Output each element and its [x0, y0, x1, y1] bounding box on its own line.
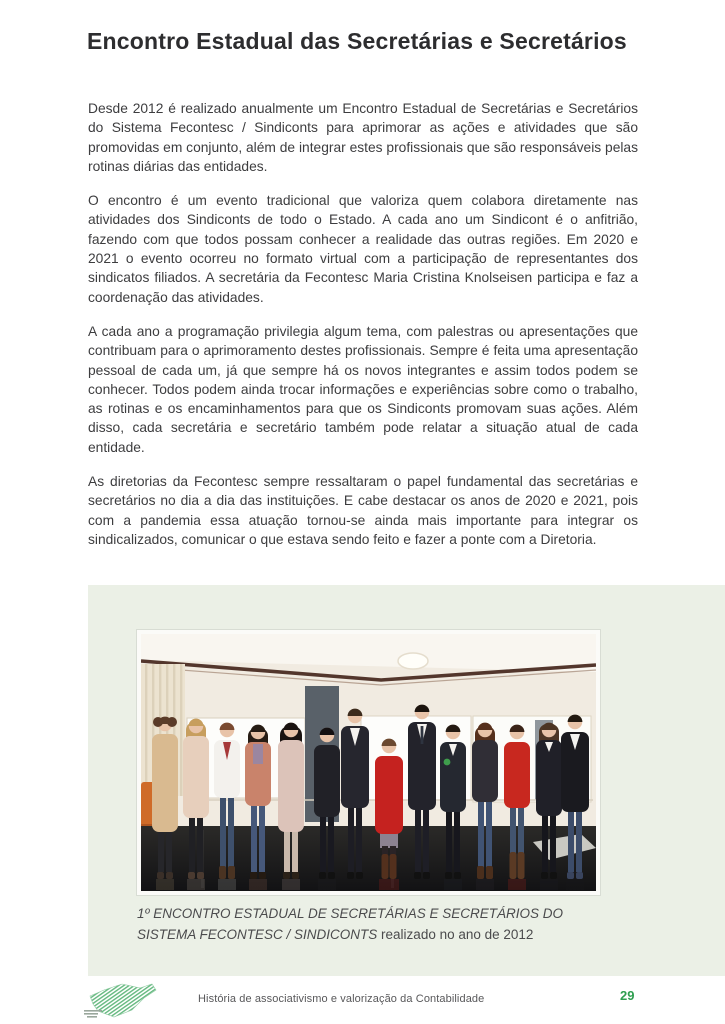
paragraph-4: As diretorias da Fecontesc sempre ressaltaram o papel fundamental das secretárias e secretários no dia a dia das instituições. E cabe destacar os anos de 2020 e 2021, pois com a pandemia essa atuação tornou-se ainda mais importante para integrar os sindicalizados, comunicar o que estava sendo feito e fazer a ponte com a Diretoria. — [88, 474, 638, 547]
photo-panel — [88, 585, 725, 976]
footer-book-title: História de associativismo e valorização da Contabilidade — [198, 993, 485, 1005]
group-photo — [137, 630, 600, 895]
paragraph-1: Desde 2012 é realizado anualmente um Encontro Estadual de Secretárias e Secretários do Sistema Fecontesc / Sindiconts para aprimorar as ações e atividades que são promovidas em conjunto, além de integrar estes profissionais que são responsáveis pelas rotinas diárias das entidades. — [88, 101, 638, 174]
caption-italic-part: 1º ENCONTRO ESTADUAL DE SECRETÁRIAS E SECRETÁRIOS DO SISTEMA FECONTESC / SINDICONTS — [137, 906, 564, 942]
paragraph-3: A cada ano a programação privilegia algum tema, com palestras ou apresentações que contribuam para o aprimoramento destes profissionais. Sempre é feita uma apresentação pessoal de cada um, já que sempre há os novos integrantes e assim todos podem se conhecer. Todos podem ainda trocar informações e experiências sobre como o trabalho, as rotinas e os encaminhamentos para que os Sindiconts promovam suas ações. Além disso, cada secretária e secretário também pode relatar a situação atual de cada entidade. — [88, 323, 638, 455]
page-title: Encontro Estadual das Secretárias e Secretários — [87, 28, 627, 54]
page-number: 29 — [620, 988, 635, 1003]
santa-catarina-map-logo-icon — [82, 981, 162, 1024]
caption-regular-part: realizado no ano de 2012 — [381, 927, 534, 942]
body-text — [88, 99, 638, 564]
paragraph-2: O encontro é um evento tradicional que valoriza quem colabora diretamente nas atividades dos Sindiconts de todo o Estado. A cada ano um Sindicont é o anfitrião, fazendo com que todos possam conhecer a realidade das outras regiões. Em 2020 e 2021 o evento ocorreu no formato virtual com a participação de representantes dos sindicatos filiados. A secretária da Fecontesc Maria Cristina Knolseisen participa e faz a coordenação das atividades. — [88, 193, 638, 305]
group-photo-illustration — [141, 634, 596, 891]
photo-caption — [137, 903, 615, 945]
